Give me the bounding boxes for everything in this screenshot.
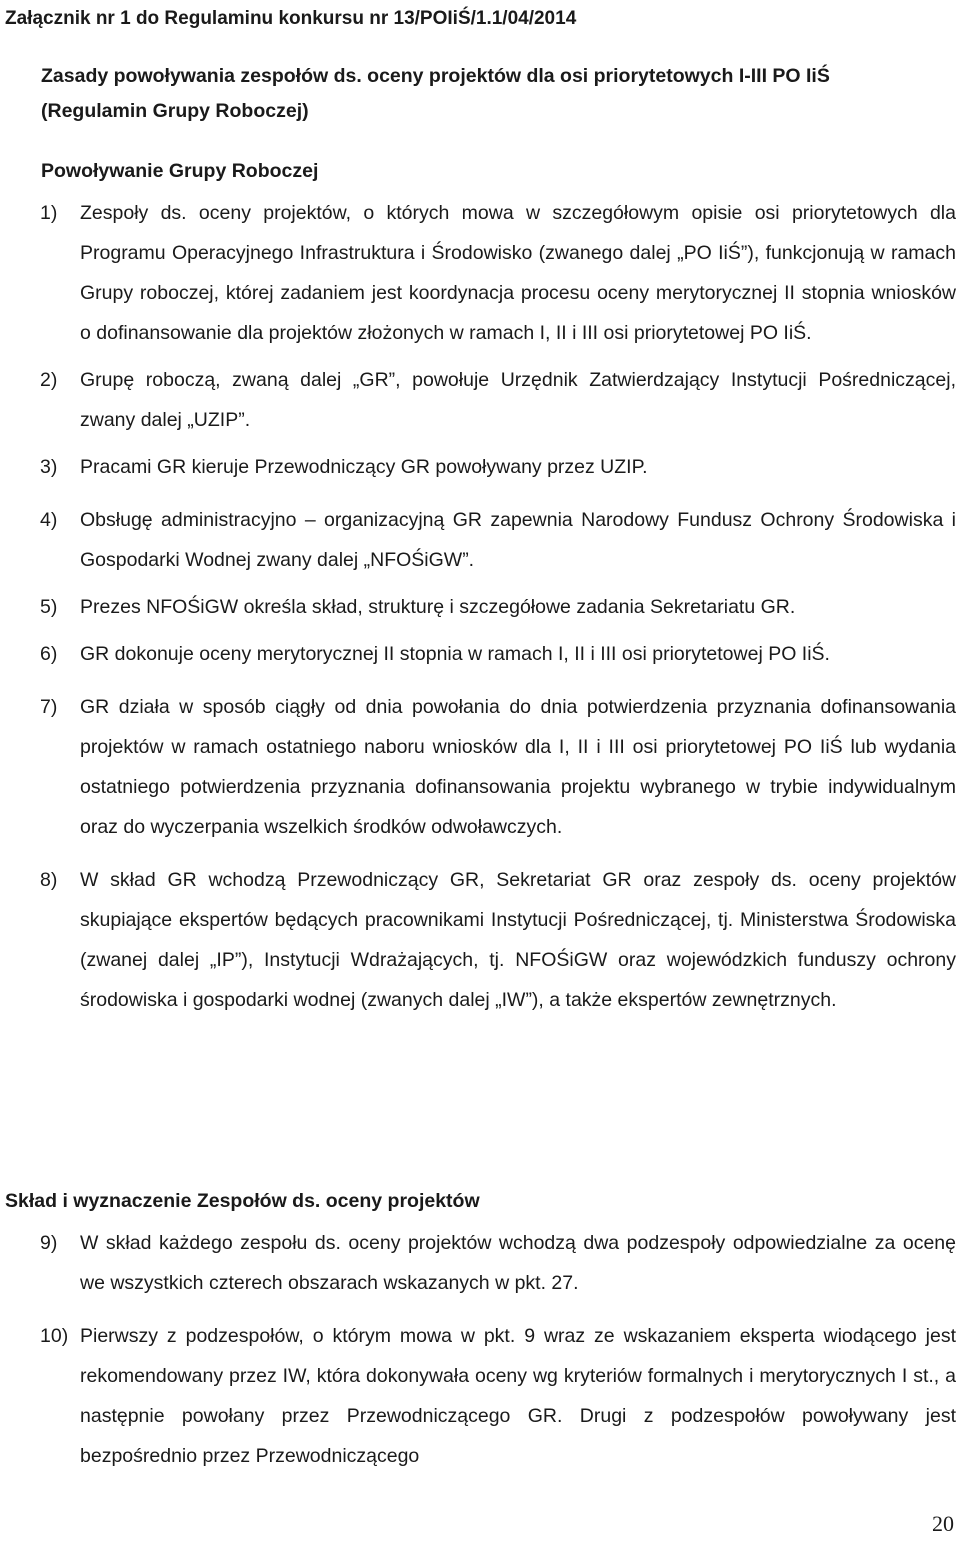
- item-text: W skład GR wchodzą Przewodniczący GR, Sekretariat GR oraz zespoły ds. oceny projektów skupiające ekspertów będących pracownikami Instytucji Pośredniczącej, tj. Ministerstwa Środowiska (zwanej dalej „IP”), Instytucji Wdrażających, tj. NFOŚiGW oraz wojewódzkich funduszy ochrony środowiska i gospodarki wodnej (zwanych dalej „IW”), a także ekspertów zewnętrznych.: [80, 869, 956, 1011]
- item-text: Pierwszy z podzespołów, o którym mowa w pkt. 9 wraz ze wskazaniem eksperta wiodącego jest rekomendowany przez IW, która dokonywała oceny wg kryteriów formalnych i merytorycznych I st., a następnie powołany przez Przewodniczącego GR. Drugi z podzespołów powoływany jest bezpośrednio przez Przewodniczącego: [80, 1325, 956, 1467]
- section1-list: [0, 193, 960, 1020]
- item-text: GR działa w sposób ciągły od dnia powołania do dnia potwierdzenia przyznania dofinansowania projektów w ramach ostatniego naboru wniosków dla I, II i III osi priorytetowej PO IiŚ lub wydania ostatniego potwierdzenia przyznania dofinansowania projektu wybranego w trybie indywidualnym oraz do wyczerpania wszelkich środków odwoławczych.: [80, 696, 956, 838]
- section2-list: [0, 1223, 960, 1476]
- item-number: 8): [40, 869, 58, 891]
- list-item: [0, 587, 960, 627]
- list-item: [0, 360, 960, 440]
- item-number: 10): [40, 1325, 69, 1347]
- list-item: [0, 447, 960, 487]
- list-item: [0, 634, 960, 674]
- item-text: W skład każdego zespołu ds. oceny projektów wchodzą dwa podzespoły odpowiedzialne za ocenę we wszystkich czterech obszarach wskazanych w pkt. 27.: [80, 1232, 956, 1294]
- document-title: [41, 59, 956, 129]
- item-text: Zespoły ds. oceny projektów, o których mowa w szczegółowym opisie osi priorytetowych dla Programu Operacyjnego Infrastruktura i Środowisko (zwanego dalej „PO IiŚ”), funkcjonują w ramach Grupy roboczej, której zadaniem jest koordynacja procesu oceny merytorycznej II stopnia wniosków o dofinansowanie dla projektów złożonych w ramach I, II i III osi priorytetowej PO IiŚ.: [80, 202, 956, 344]
- item-text: Grupę roboczą, zwaną dalej „GR”, powołuje Urzędnik Zatwierdzający Instytucji Pośredniczącej, zwany dalej „UZIP”.: [80, 369, 956, 431]
- list-item: [0, 1316, 960, 1476]
- item-number: 1): [40, 202, 58, 224]
- title-line-2: (Regulamin Grupy Roboczej): [41, 100, 309, 122]
- section-heading-sklad: Skład i wyznaczenie Zespołów ds. oceny projektów: [5, 1190, 480, 1212]
- item-text: Obsługę administracyjno – organizacyjną GR zapewnia Narodowy Fundusz Ochrony Środowiska i Gospodarki Wodnej zwany dalej „NFOŚiGW”.: [80, 509, 956, 571]
- list-item: [0, 860, 960, 1020]
- list-item: [0, 500, 960, 580]
- list-item: [0, 193, 960, 353]
- item-number: 2): [40, 369, 58, 391]
- item-number: 3): [40, 456, 58, 478]
- item-number: 4): [40, 509, 58, 531]
- section-heading-powolywanie: Powoływanie Grupy Roboczej: [41, 160, 319, 182]
- list-item: [0, 1223, 960, 1303]
- item-number: 9): [40, 1232, 58, 1254]
- page-number: 20: [932, 1511, 954, 1536]
- item-text: GR dokonuje oceny merytorycznej II stopnia w ramach I, II i III osi priorytetowej PO IiŚ.: [80, 643, 830, 665]
- title-line-1: Zasady powoływania zespołów ds. oceny projektów dla osi priorytetowych I-III PO IiŚ: [41, 65, 830, 87]
- item-text: Prezes NFOŚiGW określa skład, strukturę i szczegółowe zadania Sekretariatu GR.: [80, 596, 796, 618]
- item-text: Pracami GR kieruje Przewodniczący GR powoływany przez UZIP.: [80, 456, 648, 478]
- item-number: 5): [40, 596, 58, 618]
- item-number: 6): [40, 643, 58, 665]
- attachment-header: Załącznik nr 1 do Regulaminu konkursu nr 13/POIiŚ/1.1/04/2014: [5, 8, 577, 29]
- list-item: [0, 687, 960, 847]
- item-number: 7): [40, 696, 58, 718]
